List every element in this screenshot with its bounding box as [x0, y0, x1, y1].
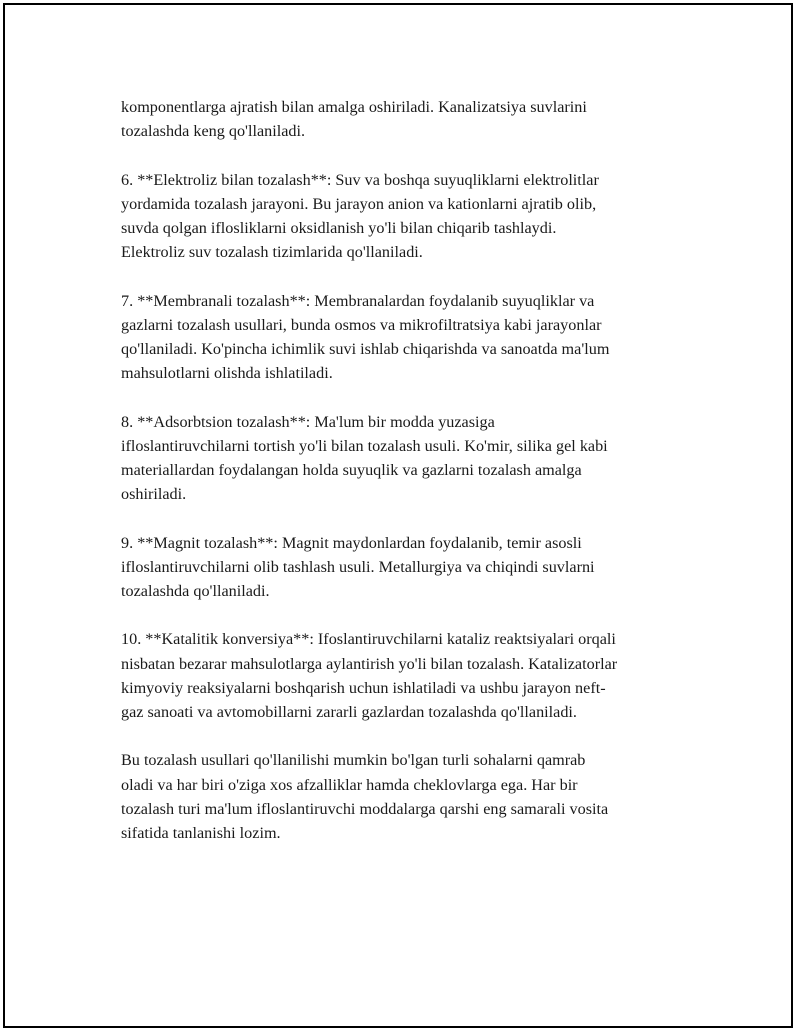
text-line: qo'llaniladi. Ko'pincha ichimlik suvi ishlab chiqarishda va sanoatda ma'lum	[121, 340, 610, 358]
text-line: Elektroliz suv tozalash tizimlarida qo'llaniladi.	[121, 243, 423, 262]
text-line: 7. **Membranali tozalash**: Membranalardan foydalanib suyuqliklar va	[121, 291, 595, 310]
text-line: Bu tozalash usullari qo'llanilishi mumkin bo'lgan turli sohalarni qamrab	[121, 751, 586, 770]
paragraph-item-10	[121, 627, 681, 724]
text-line: oshiriladi.	[121, 485, 187, 504]
text-line: ifloslantiruvchilarni tortish yo'li bilan tozalash usuli. Ko'mir, silika gel kabi	[121, 436, 608, 455]
paragraph-conclusion	[121, 748, 681, 845]
text-line: materiallardan foydalangan holda suyuqlik va gazlarni tozalash amalga	[121, 461, 582, 479]
text-line: nisbatan bezarar mahsulotlarga aylantirish yo'li bilan tozalash. Katalizatorlar	[121, 654, 618, 673]
text-line: tozalashda qo'llaniladi.	[121, 582, 270, 600]
paragraph-item-6	[121, 168, 681, 265]
text-line: komponentlarga ajratish bilan amalga oshiriladi. Kanalizatsiya suvlarini	[121, 98, 587, 116]
text-line: yordamida tozalash jarayoni. Bu jarayon anion va kationlarni ajratib olib,	[121, 194, 597, 213]
text-line: tozalashda keng qo'llaniladi.	[121, 122, 306, 141]
text-line: 6. **Elektroliz bilan tozalash**: Suv va boshqa suyuqliklarni elektrolitlar	[121, 170, 599, 189]
text-line: kimyoviy reaksiyalarni boshqarish uchun ishlatiladi va ushbu jarayon neft-	[121, 678, 606, 697]
paragraph-item-7	[121, 289, 681, 386]
text-line: suvda qolgan iflosliklarni oksidlanish yo'li bilan chiqarib tashlaydi.	[121, 219, 557, 237]
paragraph-item-9	[121, 531, 681, 604]
document-body	[121, 95, 681, 869]
text-line: tozalash turi ma'lum ifloslantiruvchi moddalarga qarshi eng samarali vosita	[121, 799, 609, 818]
text-line: 9. **Magnit tozalash**: Magnit maydonlardan foydalanib, temir asosli	[121, 533, 582, 552]
document-page	[3, 3, 793, 1028]
text-line: sifatida tanlanishi lozim.	[121, 824, 281, 842]
text-line: mahsulotlarni olishda ishlatiladi.	[121, 364, 333, 383]
paragraph-item-8	[121, 410, 681, 507]
text-line: gaz sanoati va avtomobillarni zararli gazlardan tozalashda qo'llaniladi.	[121, 703, 577, 721]
text-line: 10. **Katalitik konversiya**: Ifoslantiruvchilarni kataliz reaktsiyalari orqali	[121, 630, 616, 649]
text-line: ifloslantiruvchilarni olib tashlash usuli. Metallurgiya va chiqindi suvlarni	[121, 557, 595, 576]
text-line: gazlarni tozalash usullari, bunda osmos va mikrofiltratsiya kabi jarayonlar	[121, 315, 602, 334]
text-line: oladi va har biri o'ziga xos afzalliklar hamda cheklovlarga ega. Har bir	[121, 775, 578, 794]
paragraph-continuation	[121, 95, 681, 143]
text-line: 8. **Adsorbtsion tozalash**: Ma'lum bir modda yuzasiga	[121, 412, 495, 431]
